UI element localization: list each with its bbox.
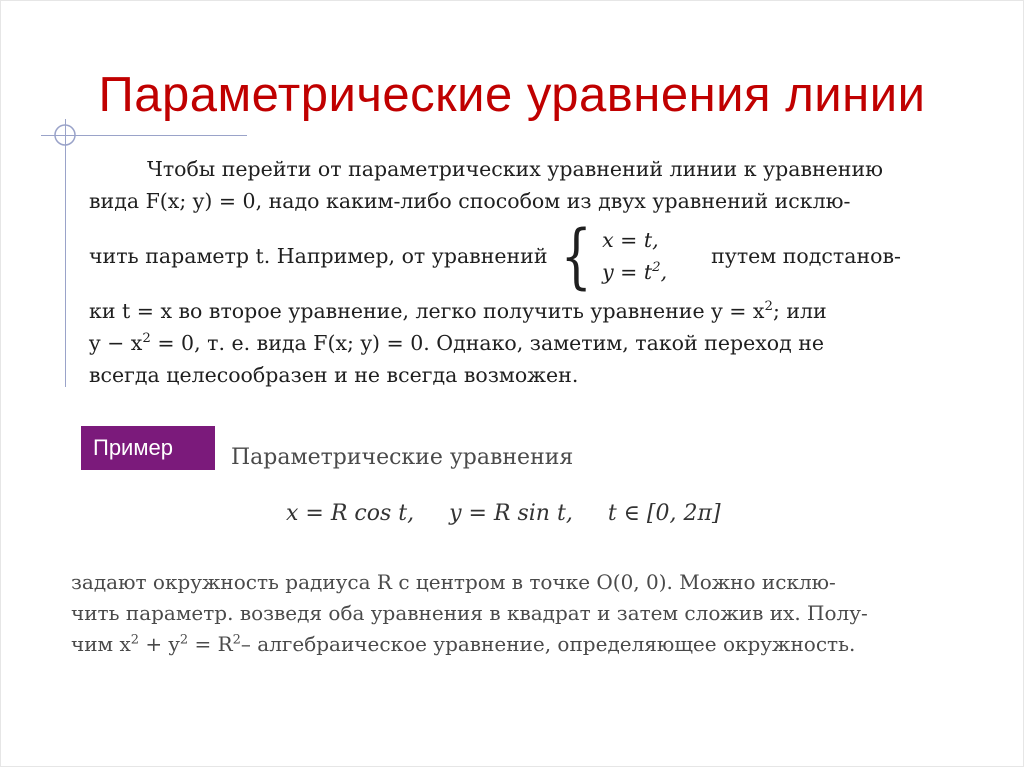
system-equation-1: x = t,: [602, 228, 659, 252]
example-line-3: чим $x^2 + y^2 = R^2-$ алгебраическое уравнение, определяющее окружность.: [71, 632, 856, 656]
intro-line-5: $y - x^2 = 0$, т. е. вида F(x; y) = 0. Однако, заметим, такой переход не: [89, 331, 825, 355]
intro-line-3-after: путем подстанов-: [711, 244, 901, 268]
formula-y: y = R sin t,: [449, 501, 573, 526]
intro-line-4: ки t = x во второе уравнение, легко получить уравнение $y = x^2$; или: [89, 299, 827, 323]
formula-x: x = R cos t,: [286, 501, 415, 526]
intro-paragraph: [89, 153, 1001, 391]
circle-parametric-formula: [286, 501, 749, 526]
example-line-1: задают окружность радиуса R с центром в точке O(0, 0). Можно исклю-: [71, 570, 836, 594]
decor-vertical-line: [65, 119, 66, 387]
intro-line-1: [89, 153, 1001, 185]
intro-line-3: [89, 217, 1001, 295]
crosshair-icon: [41, 117, 89, 157]
example-badge: Пример: [81, 426, 215, 470]
intro-line-3-before: чить параметр t. Например, от уравнений: [89, 244, 548, 268]
intro-line-2: вида F(x; y) = 0, надо каким-либо способом из двух уравнений исклю-: [89, 189, 851, 213]
example-line-2: чить параметр. возведя оба уравнения в квадрат и затем сложив их. Полу-: [71, 601, 868, 625]
system-equation-2: $y = t^2$,: [602, 260, 668, 284]
system-brace: {: [560, 215, 592, 297]
example-heading: Параметрические уравнения: [231, 445, 574, 470]
formula-t: t ∈ [0, 2π]: [607, 501, 721, 526]
intro-line-1-text: Чтобы перейти от параметрических уравнений линии к уравнению: [147, 157, 883, 181]
intro-line-6: всегда целесообразен и не всегда возможен.: [89, 363, 579, 387]
example-paragraph: [71, 567, 1001, 660]
slide-title: Параметрические уравнения линии: [98, 68, 926, 122]
equation-system: [602, 224, 667, 288]
